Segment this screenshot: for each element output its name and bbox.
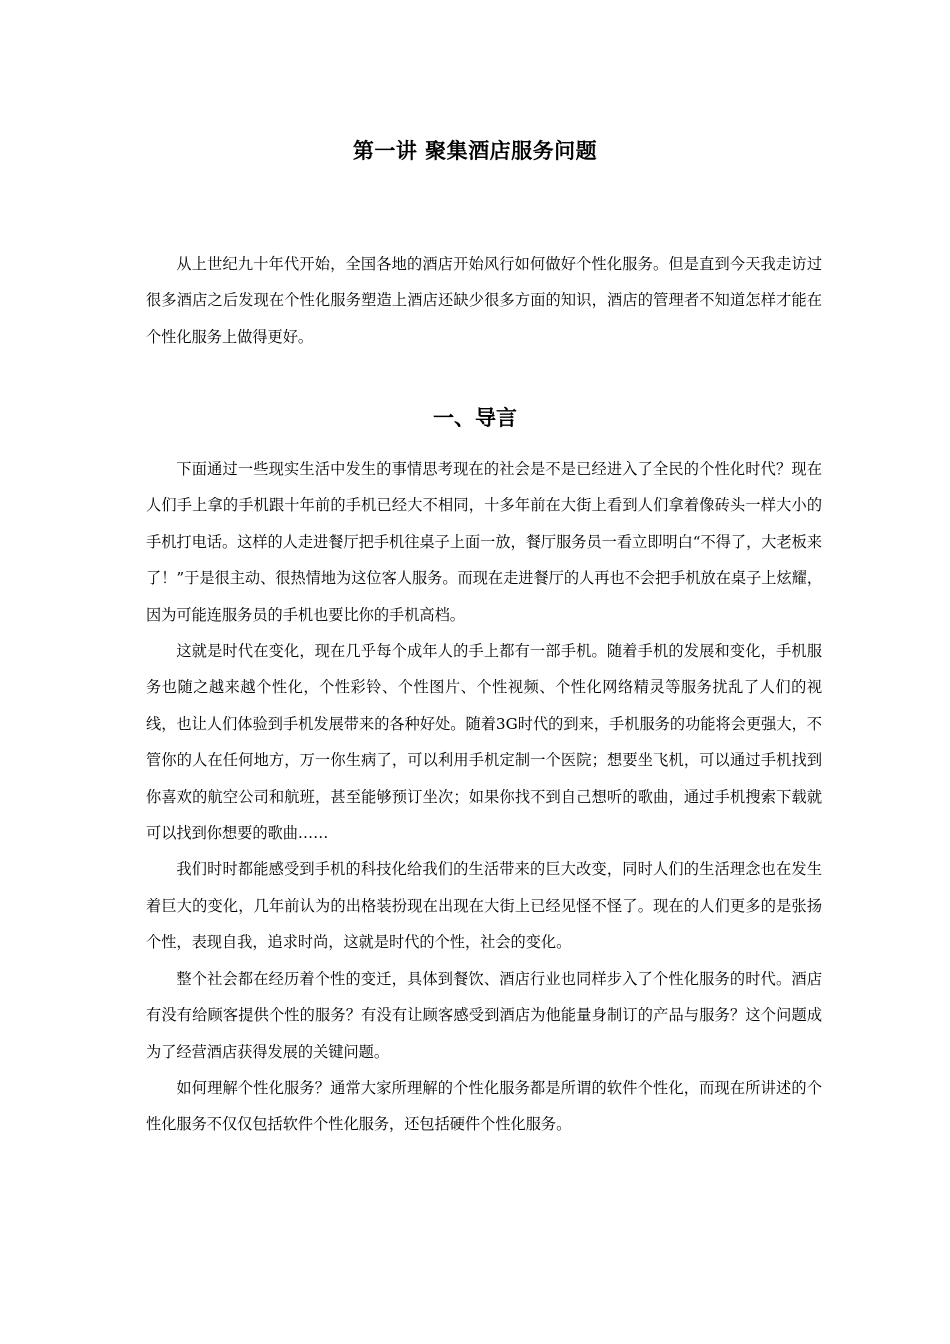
- lecture-title: 第一讲 聚集酒店服务问题: [352, 139, 598, 163]
- body-paragraph: 我们时时都能感受到手机的科技化给我们的生活带来的巨大改变，同时人们的生活理念也在发生着巨大的变化，几年前认为的出格装扮现在出现在大街上已经见怪不怪了。现在的人们更多的是张扬个性，表现自我，追求时尚，这就是时代的个性，社会的变化。: [146, 860, 822, 952]
- section-body: [146, 451, 822, 1143]
- body-paragraph: 下面通过一些现实生活中发生的事情思考现在的社会是不是已经进入了全民的个性化时代？现在人们手上拿的手机跟十年前的手机已经大不相同，十多年前在大街上看到人们拿着像砖头一样大小的手机打电话。这样的人走进餐厅把手机往桌子上面一放，餐厅服务员一看立即明白“不得了，大老板来了！”于是很主动、很热情地为这位客人服务。而现在走进餐厅的人再也不会把手机放在桌子上炫耀，因为可能连服务员的手机也要比你的手机高档。: [146, 460, 823, 624]
- intro-block: [146, 246, 822, 355]
- body-paragraph: 这就是时代在变化，现在几乎每个成年人的手上都有一部手机。随着手机的发展和变化，手机服务也随之越来越个性化，个性彩铃、个性图片、个性视频、个性化网络精灵等服务扰乱了人们的视线，也让人们体验到手机发展带来的各种好处。随着3G时代的到来，手机服务的功能将会更强大，不管你的人在任何地方，万一你生病了，可以利用手机定制一个医院；想要坐飞机，可以通过手机找到你喜欢的航空公司和航班，甚至能够预订坐次；如果你找不到自己想听的歌曲，通过手机搜索下载就可以找到你想要的歌曲……: [146, 642, 822, 843]
- body-paragraph: 整个社会都在经历着个性的变迁，具体到餐饮、酒店行业也同样步入了个性化服务的时代。酒店有没有给顾客提供个性的服务？有没有让顾客感受到酒店为他能量身制订的产品与服务？这个问题成为了经营酒店获得发展的关键问题。: [146, 969, 822, 1061]
- body-paragraph: 如何理解个性化服务？通常大家所理解的个性化服务都是所谓的软件个性化，而现在所讲述的个性化服务不仅仅包括软件个性化服务，还包括硬件个性化服务。: [146, 1078, 822, 1134]
- intro-paragraph: 从上世纪九十年代开始，全国各地的酒店开始风行如何做好个性化服务。但是直到今天我走访过很多酒店之后发现在个性化服务塑造上酒店还缺少很多方面的知识，酒店的管理者不知道怎样才能在个性化服务上做得更好。: [146, 255, 822, 346]
- section-heading: 一、导言: [433, 406, 517, 430]
